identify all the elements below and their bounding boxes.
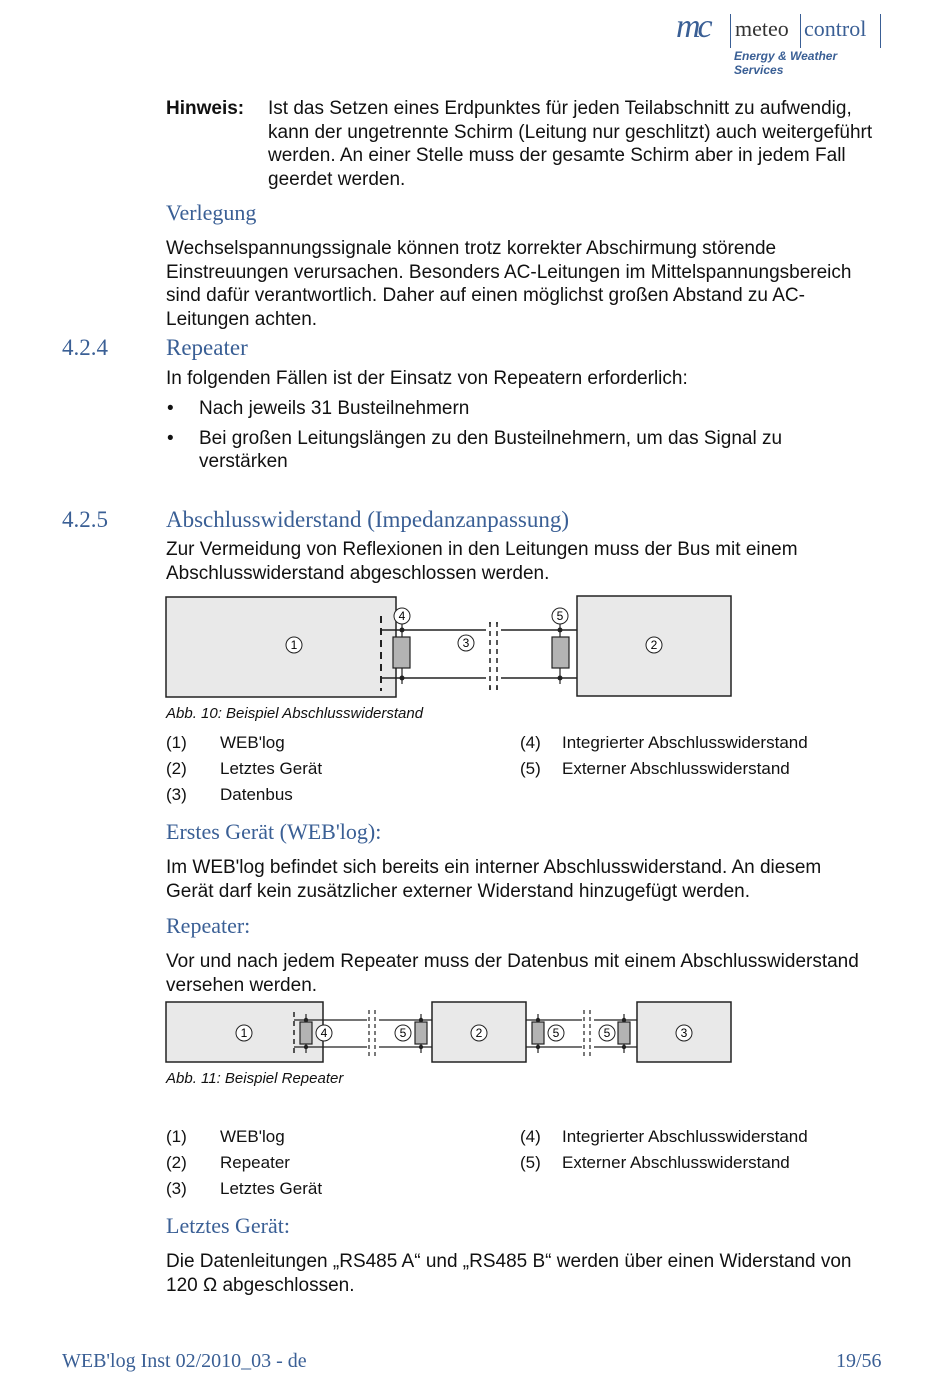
section-425-title: Abschlusswiderstand (Impedanzanpassung) [166,507,570,532]
label-4: 4 [320,1026,328,1040]
section-424-bullets [166,397,846,474]
bullet-item: • Nach jeweils 31 Busteilnehmern [166,397,846,421]
hint-label: Hinweis: [166,98,245,119]
resistor-4 [393,637,410,668]
label-5: 5 [399,1026,407,1040]
legend-text: Externer Abschlusswiderstand [562,1153,790,1172]
section-425-intro: Zur Vermeidung von Reflexionen in den Leitungen muss der Bus mit einem Abschlusswiderstand abgeschlossen werden. [166,539,798,584]
legend-text: WEB'log [220,1127,285,1146]
logo-brand-left: meteo [735,16,789,41]
logo-divider-3 [880,14,881,48]
legend-num: (2) [166,1153,187,1172]
resistor-5 [552,637,569,668]
legend-num: (2) [166,759,187,778]
logo-divider [730,14,731,48]
label-1: 1 [290,638,298,652]
figure-11-caption: Abb. 11: Beispiel Repeater [166,1070,344,1087]
legend-num: (3) [166,1179,187,1198]
label-5: 5 [603,1026,611,1040]
verlegung-heading: Verlegung [166,200,257,225]
letztes-heading: Letztes Gerät: [166,1213,290,1238]
figure-10-legend [166,733,866,813]
figure-11-legend [166,1127,866,1207]
label-5: 5 [552,1026,560,1040]
legend-text: Letztes Gerät [220,759,323,778]
label-2: 2 [475,1026,483,1040]
figure-10-diagram [164,594,734,700]
legend-num: (5) [520,1153,541,1172]
label-1: 1 [240,1026,248,1040]
label-4: 4 [398,609,406,623]
logo-tagline: Energy & Weather Services [734,49,838,77]
legend-text: WEB'log [220,733,285,752]
repeater-text: Vor und nach jedem Repeater muss der Datenbus mit einem Abschlusswiderstand versehen werden. [166,951,859,996]
letztes-text: Die Datenleitungen „RS485 A“ und „RS485 B“ werden über einen Widerstand von 120 Ω abgeschlossen. [166,1251,852,1296]
section-424-intro: In folgenden Fällen ist der Einsatz von Repeatern erforderlich: [166,368,688,389]
logo-brand-right: control [804,16,867,41]
logo-divider-2 [800,14,801,48]
legend-num: (3) [166,785,187,804]
figure-11-diagram [164,1000,734,1066]
figure-10-caption: Abb. 10: Beispiel Abschlusswiderstand [166,705,424,722]
hint-text: Ist das Setzen eines Erdpunktes für jeden Teilabschnitt zu aufwendig, kann der ungetrennte Schirm (Leitung nur geschlitzt) auch weitergeführt werden. An einer Stelle muss der gesamte Schirm aber in jedem Fall geerdet werden. [268,98,873,190]
legend-text: Integrierter Abschlusswiderstand [562,1127,808,1146]
legend-text: Datenbus [220,785,293,804]
weblog-box [166,597,396,697]
legend-text: Repeater [220,1153,290,1172]
footer-page-number: 19/56 [836,1350,882,1372]
label-2: 2 [650,638,658,652]
section-424-number: 4.2.4 [62,335,108,360]
legend-text: Letztes Gerät [220,1179,323,1198]
erstes-text: Im WEB'log befindet sich bereits ein interner Abschlusswiderstand. An diesem Gerät darf kein zusätzlicher externer Widerstand hinzugefügt werden. [166,857,822,902]
logo [676,8,886,77]
section-424-title: Repeater [166,335,248,360]
section-425-number: 4.2.5 [62,507,108,532]
legend-num: (1) [166,1127,187,1146]
legend-num: (1) [166,733,187,752]
legend-text: Integrierter Abschlusswiderstand [562,733,808,752]
label-3: 3 [680,1026,688,1040]
logo-mark: mc [676,8,710,45]
bullet-item: • Bei großen Leitungslängen zu den Busteilnehmern, um das Signal zu verstärken [166,427,846,474]
legend-num: (5) [520,759,541,778]
label-5: 5 [556,609,564,623]
erstes-heading: Erstes Gerät (WEB'log): [166,819,382,844]
repeater-heading: Repeater: [166,913,251,938]
verlegung-text: Wechselspannungssignale können trotz korrekter Abschirmung störende Einstreuungen verursachen. Besonders AC-Leitungen im Mittelspannungsbereich sind dafür verantwortlich. Daher auf einen möglichst großen Abstand zu AC-Leitungen achten. [166,238,852,330]
legend-num: (4) [520,1127,541,1146]
legend-num: (4) [520,733,541,752]
footer-left: WEB'log Inst 02/2010_03 - de [62,1350,307,1372]
label-3: 3 [462,636,470,650]
legend-text: Externer Abschlusswiderstand [562,759,790,778]
